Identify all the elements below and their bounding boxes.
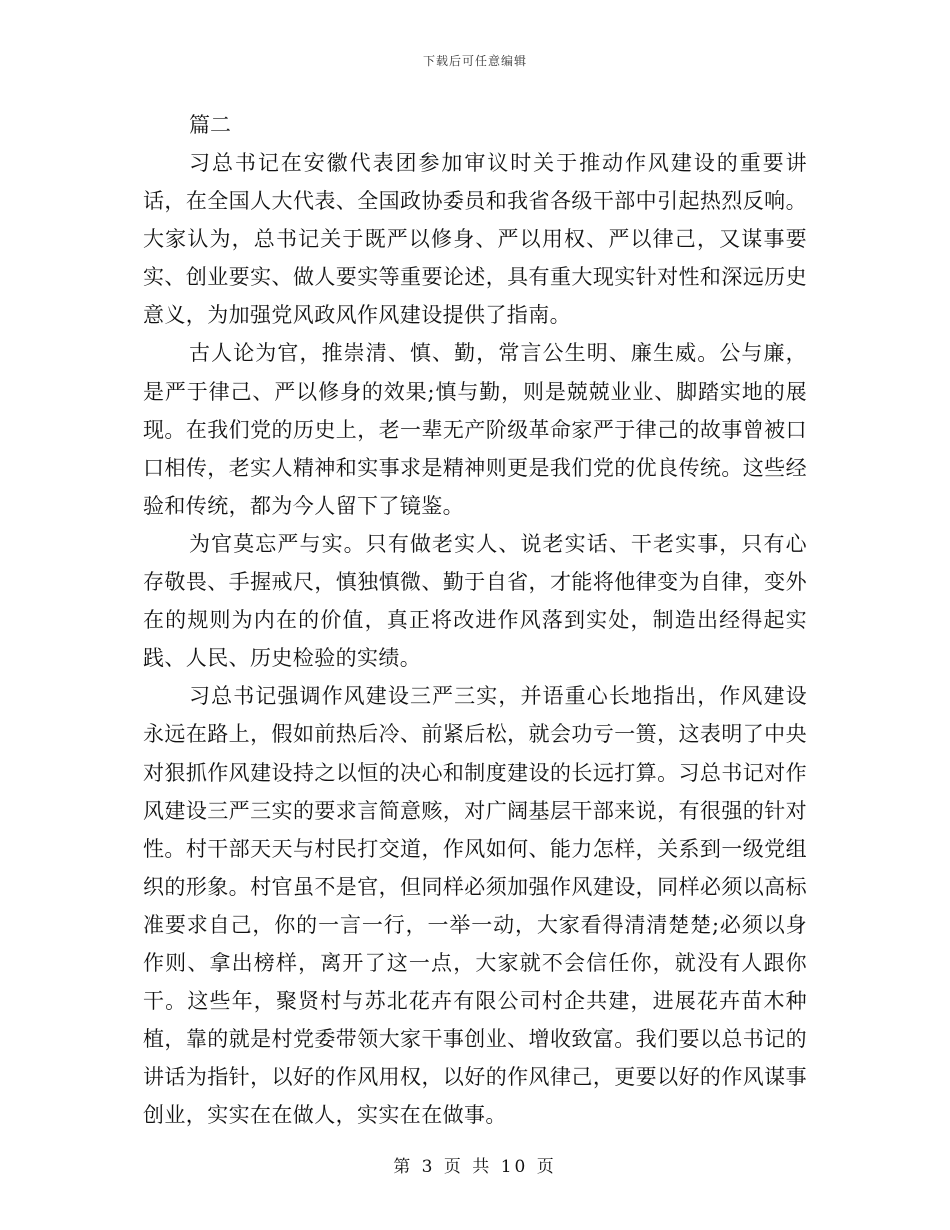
- page-number-footer: 第 3 页 共 10 页: [393, 1157, 557, 1177]
- paragraph-3: 为官莫忘严与实。只有做老实人、说老实话、干老实事，只有心存敬畏、手握戒尺，慎独慎微、勤于自省，才能将他律变为自律，变外在的规则为内在的价值，真正将改进作风落到实处，制造出经得起实践、人民、历史检验的实绩。: [143, 531, 807, 671]
- document-body: [143, 106, 807, 1134]
- paragraph-2: 古人论为官，推崇清、慎、勤，常言公生明、廉生威。公与廉，是严于律己、严以修身的效果;慎与勤，则是兢兢业业、脚踏实地的展现。在我们党的历史上，老一辈无产阶级革命家严于律己的故事曾被口口相传，老实人精神和实事求是精神则更是我们党的优良传统。这些经验和传统，都为今人留下了镜鉴。: [143, 341, 807, 518]
- paragraph-1: 习总书记在安徽代表团参加审议时关于推动作风建设的重要讲话，在全国人大代表、全国政协委员和我省各级干部中引起热烈反响。大家认为，总书记关于既严以修身、严以用权、严以律己，又谋事要实、创业要实、做人要实等重要论述，具有重大现实针对性和深远历史意义，为加强党风政风作风建设提供了指南。: [143, 151, 807, 328]
- paragraph-4: 习总书记强调作风建设三严三实，并语重心长地指出，作风建设永远在路上，假如前热后冷、前紧后松，就会功亏一篑，这表明了中央对狠抓作风建设持之以恒的决心和制度建设的长远打算。习总书记对作风建设三严三实的要求言简意赅，对广阔基层干部来说，有很强的针对性。村干部天天与村民打交道，作风如何、能力怎样，关系到一级党组织的形象。村官虽不是官，但同样必须加强作风建设，同样必须以高标准要求自己，你的一言一行，一举一动，大家看得清清楚楚;必须以身作则、拿出榜样，离开了这一点，大家就不会信任你，就没有人跟你干。这些年，聚贤村与苏北花卉有限公司村企共建，进展花卉苗木种植，靠的就是村党委带领大家干事创业、增收致富。我们要以总书记的讲话为指针，以好的作风用权，以好的作风律己，更要以好的作风谋事创业，实实在在做人，实实在在做事。: [143, 684, 807, 1128]
- section-title: 篇二: [189, 113, 231, 137]
- header-note: 下载后可任意编辑: [422, 54, 527, 68]
